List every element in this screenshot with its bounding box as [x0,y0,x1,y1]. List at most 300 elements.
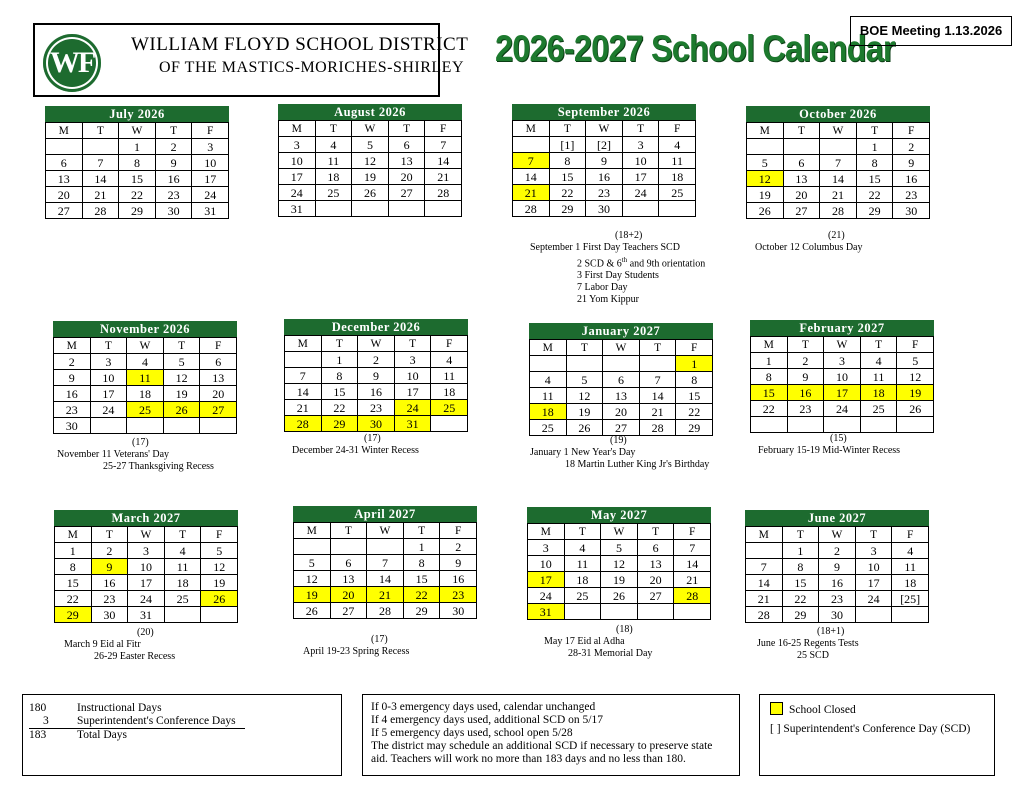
day-cell: 16 [893,171,930,187]
day-cell: 26 [897,401,934,417]
day-cell: 16 [819,575,856,591]
day-cell [294,539,331,555]
week-row [285,416,468,432]
day-cell: 14 [425,153,462,169]
weekday-header: M [279,121,316,137]
day-cell [127,418,164,434]
week-row [747,171,930,187]
day-cell: 11 [860,369,897,385]
day-cell: [2] [586,137,623,153]
month-november-2026 [53,321,237,434]
week-row [46,171,229,187]
day-cell: 8 [782,559,819,575]
day-cell: 23 [155,187,192,203]
day-cell: 11 [315,153,352,169]
weekday-header: T [855,527,892,543]
day-cell: 30 [54,418,91,434]
day-cell: 22 [403,587,440,603]
day-cell: 1 [403,539,440,555]
day-cell: 17 [855,575,892,591]
day-cell [622,201,659,217]
day-cell: 27 [783,203,820,219]
day-cell: 16 [54,386,91,402]
day-cell [163,418,200,434]
day-cell: 24 [394,400,431,416]
day-cell: 4 [892,543,929,559]
day-cell [388,201,425,217]
month-grid [512,120,696,217]
day-cell: 7 [367,555,404,571]
week-row [528,588,711,604]
day-cell: 9 [358,368,395,384]
day-cell: 20 [46,187,83,203]
january-count: (19) [610,435,627,446]
legend-scd: [ ] Superintendent's Conference Day (SCD) [770,723,971,735]
day-cell: 18 [530,404,567,420]
day-cell: 24 [279,185,316,201]
day-cell: 25 [659,185,696,201]
day-cell: 15 [856,171,893,187]
week-row [55,607,238,623]
day-cell [824,417,861,433]
day-cell: 16 [787,385,824,401]
day-cell: 7 [746,559,783,575]
week-row [285,384,468,400]
month-title: January 2027 [529,323,713,339]
day-cell [566,356,603,372]
day-cell: 6 [46,155,83,171]
day-cell: 30 [893,203,930,219]
day-cell: 10 [528,556,565,572]
day-cell: 11 [127,370,164,386]
weekday-header: T [637,524,674,540]
district-name: WILLIAM FLOYD SCHOOL DISTRICT [131,34,469,55]
day-cell: 3 [855,543,892,559]
weekday-header: M [530,340,567,356]
weekday-header: W [119,123,156,139]
month-april-2027 [293,506,477,619]
day-cell: 21 [674,572,711,588]
day-cell: 28 [639,420,676,436]
month-grid [529,339,713,436]
day-cell: 14 [746,575,783,591]
week-row [46,203,229,219]
day-cell: 18 [892,575,929,591]
march-note: March 9 Eid al Fitr [64,639,141,650]
day-cell: 17 [90,386,127,402]
weekday-header: T [315,121,352,137]
weekday-header: T [566,340,603,356]
day-totals-box [22,694,342,776]
day-cell: 24 [90,402,127,418]
day-cell: 29 [119,203,156,219]
weekday-header: T [782,527,819,543]
day-cell: 30 [586,201,623,217]
month-title: October 2026 [746,106,930,122]
day-cell [892,607,929,623]
weekday-header: T [403,523,440,539]
day-cell: 21 [425,169,462,185]
day-cell: 9 [155,155,192,171]
day-cell: 26 [747,203,784,219]
weekday-header: M [528,524,565,540]
day-cell: 11 [164,559,201,575]
day-cell: 7 [513,153,550,169]
december-count: (17) [364,433,381,444]
day-cell: 25 [530,420,567,436]
day-cell: 18 [659,169,696,185]
day-cell: 24 [622,185,659,201]
day-cell: 28 [285,416,322,432]
day-cell: 10 [279,153,316,169]
day-cell: 3 [824,353,861,369]
may-count: (18) [616,624,633,635]
day-cell: 15 [549,169,586,185]
week-row [55,559,238,575]
week-row [530,356,713,372]
day-cell: 23 [819,591,856,607]
day-cell: 6 [783,155,820,171]
emergency-line: aid. Teachers will work no more than 183 days and no less than 180. [371,753,686,765]
day-cell: 25 [127,402,164,418]
week-row [279,201,462,217]
weekday-header: F [897,337,934,353]
day-cell: 9 [54,370,91,386]
week-row [55,543,238,559]
day-cell: 5 [747,155,784,171]
september-notes [530,230,705,306]
week-row [294,571,477,587]
week-row [513,201,696,217]
day-cell: 19 [163,386,200,402]
day-cell: 4 [127,354,164,370]
day-cell: 9 [787,369,824,385]
month-grid [293,522,477,619]
day-cell: 23 [358,400,395,416]
weekday-header: T [163,338,200,354]
week-row [279,169,462,185]
day-cell: 3 [528,540,565,556]
week-row [285,368,468,384]
weekday-header: T [91,527,128,543]
day-cell: 21 [820,187,857,203]
day-cell: 18 [127,386,164,402]
day-cell: 18 [315,169,352,185]
day-cell: 10 [128,559,165,575]
day-cell [164,607,201,623]
day-cell: 9 [440,555,477,571]
september-note: 21 Yom Kippur [577,294,639,306]
day-cell: 10 [192,155,229,171]
october-notes [755,230,863,254]
district-subtitle: OF THE MASTICS-MORICHES-SHIRLEY [159,59,465,76]
day-cell: 14 [513,169,550,185]
day-cell: 6 [603,372,640,388]
day-cell: 27 [200,402,237,418]
week-row [55,575,238,591]
weekday-header: W [820,123,857,139]
weekday-header: W [367,523,404,539]
weekday-header: W [352,121,389,137]
weekday-header: W [824,337,861,353]
week-row [530,420,713,436]
week-row [294,539,477,555]
day-cell: 25 [315,185,352,201]
day-cell: 22 [55,591,92,607]
week-row [279,137,462,153]
day-cell: 7 [425,137,462,153]
day-cell [897,417,934,433]
day-cell: 17 [622,169,659,185]
weekday-header: W [586,121,623,137]
day-cell: 16 [358,384,395,400]
day-cell: 22 [321,400,358,416]
day-cell [530,356,567,372]
week-row [746,543,929,559]
weekday-header: M [294,523,331,539]
day-cell: 29 [55,607,92,623]
days-count: 3 [43,715,49,727]
day-cell [855,607,892,623]
week-row [751,385,934,401]
september-note: 3 First Day Students [577,270,659,282]
day-cell: 18 [164,575,201,591]
day-cell: 5 [294,555,331,571]
weekday-header: F [659,121,696,137]
week-row [294,555,477,571]
weekday-header: M [54,338,91,354]
emergency-line: The district may schedule an additional SCD if necessary to preserve state [371,740,713,752]
day-cell: 7 [285,368,322,384]
march-note: 26-29 Easter Recess [94,651,176,662]
week-row [513,137,696,153]
month-grid [54,526,238,623]
legend-school-closed [770,702,856,717]
day-cell: 25 [164,591,201,607]
day-cell: 14 [367,571,404,587]
day-cell: 8 [751,369,788,385]
month-september-2026 [512,104,696,217]
day-cell [820,139,857,155]
day-cell: 22 [751,401,788,417]
month-december-2026 [284,319,468,432]
month-title: March 2027 [54,510,238,526]
day-cell: 21 [285,400,322,416]
february-count: (15) [830,433,847,444]
day-cell: 27 [603,420,640,436]
weekday-header: T [860,337,897,353]
day-cell: 6 [200,354,237,370]
day-cell: 10 [394,368,431,384]
day-cell: 22 [782,591,819,607]
weekday-header: W [127,338,164,354]
day-cell: 2 [893,139,930,155]
day-cell: 12 [201,559,238,575]
day-cell: 3 [90,354,127,370]
day-cell: 12 [294,571,331,587]
week-row [747,187,930,203]
november-note: November 11 Veterans' Day [57,449,170,460]
day-cell: 14 [82,171,119,187]
days-label: Superintendent's Conference Days [77,715,236,727]
month-march-2027 [54,510,238,623]
day-cell: 23 [54,402,91,418]
day-cell: 15 [751,385,788,401]
days-label: Instructional Days [77,702,162,714]
day-cell [564,604,601,620]
january-note: 18 Martin Luther King Jr's Birthday [565,459,710,470]
days-count: 183 [29,729,47,741]
day-cell: 8 [549,153,586,169]
day-cell [90,418,127,434]
day-cell: 9 [91,559,128,575]
month-grid [284,335,468,432]
weekday-header: M [747,123,784,139]
weekday-header: T [622,121,659,137]
day-cell: 9 [893,155,930,171]
weekday-header: F [440,523,477,539]
week-row [747,139,930,155]
day-cell: 27 [637,588,674,604]
day-cell: 5 [352,137,389,153]
day-cell: 8 [856,155,893,171]
day-cell: 12 [163,370,200,386]
weekday-header: T [155,123,192,139]
day-cell: 10 [90,370,127,386]
day-cell: 2 [819,543,856,559]
day-cell [637,604,674,620]
month-title: February 2027 [750,320,934,336]
day-cell: 30 [358,416,395,432]
day-cell: 20 [388,169,425,185]
week-row [751,417,934,433]
weekday-header: T [549,121,586,137]
weekday-header: T [90,338,127,354]
day-cell: 28 [746,607,783,623]
week-row [46,155,229,171]
day-cell: 30 [155,203,192,219]
day-cell: 28 [820,203,857,219]
day-cell: 15 [119,171,156,187]
week-row [54,402,237,418]
day-cell: [25] [892,591,929,607]
day-cell [783,139,820,155]
day-cell: 8 [321,368,358,384]
month-title: November 2026 [53,321,237,337]
day-cell: 4 [860,353,897,369]
weekday-header: F [200,338,237,354]
day-cell: 10 [855,559,892,575]
day-cell: 8 [676,372,713,388]
november-notes [57,437,214,473]
day-cell [659,201,696,217]
day-cell: 23 [586,185,623,201]
day-cell: 23 [440,587,477,603]
day-cell: 15 [676,388,713,404]
april-notes [303,634,409,658]
day-cell [200,418,237,434]
december-note: December 24-31 Winter Recess [292,445,419,456]
april-note: April 19-23 Spring Recess [303,646,410,657]
day-cell [674,604,711,620]
october-note: October 12 Columbus Day [755,242,863,253]
day-cell: 20 [330,587,367,603]
weekday-header: T [321,336,358,352]
weekday-header: F [425,121,462,137]
day-cell: 12 [897,369,934,385]
day-cell: 12 [352,153,389,169]
day-cell: 13 [330,571,367,587]
week-row [285,400,468,416]
week-row [54,354,237,370]
march-count: (20) [137,627,154,638]
day-cell: 24 [192,187,229,203]
march-notes [64,627,175,663]
september-note: 2 SCD & 6th and 9th orientation [577,256,706,270]
day-cell: [1] [549,137,586,153]
day-cell [639,356,676,372]
may-note: May 17 Eid al Adha [544,636,625,647]
day-cell: 30 [819,607,856,623]
day-cell [751,417,788,433]
day-cell: 26 [566,420,603,436]
day-cell: 14 [820,171,857,187]
day-cell: 27 [388,185,425,201]
day-cell: 7 [820,155,857,171]
day-cell: 8 [55,559,92,575]
day-cell: 31 [192,203,229,219]
week-row [528,540,711,556]
day-cell: 13 [46,171,83,187]
day-cell: 16 [91,575,128,591]
emergency-line: If 4 emergency days used, additional SCD on 5/17 [371,714,603,726]
week-row [746,591,929,607]
day-cell: 21 [746,591,783,607]
week-row [513,153,696,169]
day-cell: 22 [856,187,893,203]
month-title: September 2026 [512,104,696,120]
day-cell: 11 [530,388,567,404]
day-cell: 6 [388,137,425,153]
week-row [751,401,934,417]
day-cell: 12 [601,556,638,572]
month-grid [53,337,237,434]
day-cell: 19 [201,575,238,591]
day-cell: 17 [394,384,431,400]
day-cell: 2 [440,539,477,555]
day-cell: 2 [787,353,824,369]
day-cell: 31 [279,201,316,217]
month-title: May 2027 [527,507,711,523]
day-cell: 9 [819,559,856,575]
day-cell: 30 [440,603,477,619]
day-cell: 7 [82,155,119,171]
week-row [751,353,934,369]
weekday-header: T [564,524,601,540]
day-cell: 19 [352,169,389,185]
day-cell: 5 [163,354,200,370]
week-row [285,352,468,368]
day-cell: 1 [119,139,156,155]
day-cell [201,607,238,623]
day-cell: 4 [659,137,696,153]
weekday-header: F [676,340,713,356]
day-cell [603,356,640,372]
week-row [46,187,229,203]
day-cell: 4 [164,543,201,559]
day-cell: 26 [163,402,200,418]
june-note: June 16-25 Regents Tests [757,638,859,649]
